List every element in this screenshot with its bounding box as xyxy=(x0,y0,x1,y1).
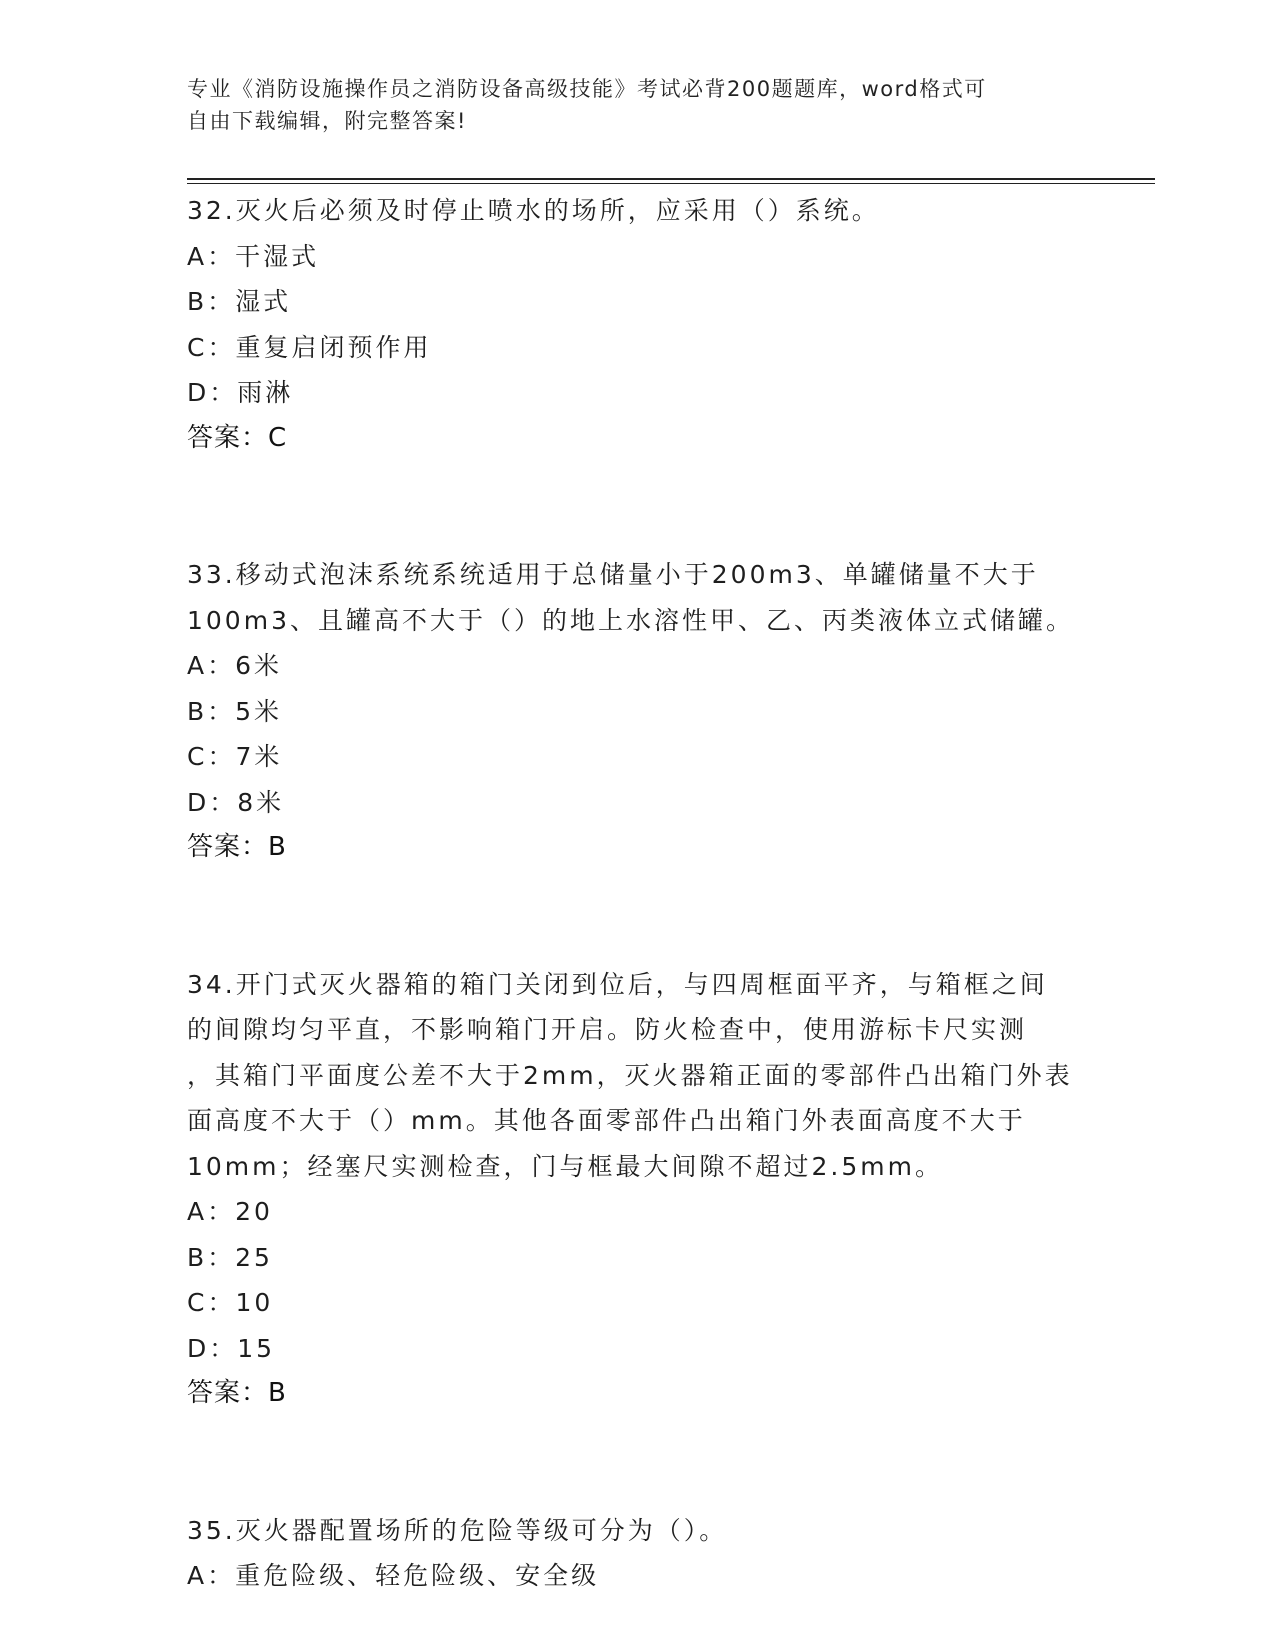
question-spacer xyxy=(187,461,1087,507)
answer-text: 答案：C xyxy=(187,422,288,453)
question-text: 面高度不大于（）mm。其他各面零部件凸出箱门外表面高度不大于 xyxy=(187,1106,1026,1135)
option-b: B：湿式 xyxy=(187,287,292,316)
option-d: D：雨淋 xyxy=(187,378,294,407)
question-text: 35.灭火器配置场所的危险等级可分为（）。 xyxy=(187,1515,728,1545)
question-34 xyxy=(187,962,1087,1417)
question-33 xyxy=(187,552,1087,871)
question-spacer xyxy=(187,916,1087,962)
header-line-2: 自由下载编辑，附完整答案! xyxy=(187,109,467,133)
question-text: 32.灭火后必须及时停止喷水的场所，应采用（）系统。 xyxy=(187,196,880,225)
option-a: A：重危险级、轻危险级、安全级 xyxy=(187,1561,600,1590)
question-spacer xyxy=(187,507,1087,553)
option-a: A：干湿式 xyxy=(187,241,320,271)
option-c: C：7米 xyxy=(187,742,283,771)
answer-text: 答案：B xyxy=(187,832,287,862)
question-spacer xyxy=(187,871,1087,917)
question-text: 100m3、且罐高不大于（）的地上水溶性甲、乙、丙类液体立式储罐。 xyxy=(187,605,1074,635)
question-35 xyxy=(187,1508,1087,1599)
question-32 xyxy=(187,188,1087,461)
header-divider-thick xyxy=(187,178,1155,180)
question-text: ，其箱门平面度公差不大于2mm，灭火器箱正面的零部件凸出箱门外表 xyxy=(187,1060,1073,1090)
option-a: A：6米 xyxy=(187,651,283,680)
question-spacer xyxy=(187,1417,1087,1463)
question-spacer xyxy=(187,1462,1087,1508)
option-b: B：5米 xyxy=(187,696,283,726)
question-text: 的间隙均匀平直，不影响箱门开启。防火检查中，使用游标卡尺实测 xyxy=(187,1015,1028,1044)
option-d: D：8米 xyxy=(187,787,285,817)
header-divider-thin xyxy=(187,183,1155,184)
document-header xyxy=(187,73,1087,137)
question-list xyxy=(187,188,1087,1599)
header-line-1: 专业《消防设施操作员之消防设备高级技能》考试必背200题题库，word格式可 xyxy=(187,77,987,101)
question-text: 33.移动式泡沫系统系统适用于总储量小于200m3、单罐储量不大于 xyxy=(187,560,1039,589)
answer-text: 答案：B xyxy=(187,1378,287,1408)
option-b: B：25 xyxy=(187,1242,273,1272)
option-d: D：15 xyxy=(187,1333,276,1363)
question-text: 34.开门式灭火器箱的箱门关闭到位后，与四周框面平齐，与箱框之间 xyxy=(187,969,1048,999)
option-a: A：20 xyxy=(187,1197,273,1226)
option-c: C：重复启闭预作用 xyxy=(187,332,432,362)
option-c: C：10 xyxy=(187,1288,274,1317)
question-text: 10mm；经塞尺实测检查，门与框最大间隙不超过2.5mm。 xyxy=(187,1151,943,1181)
